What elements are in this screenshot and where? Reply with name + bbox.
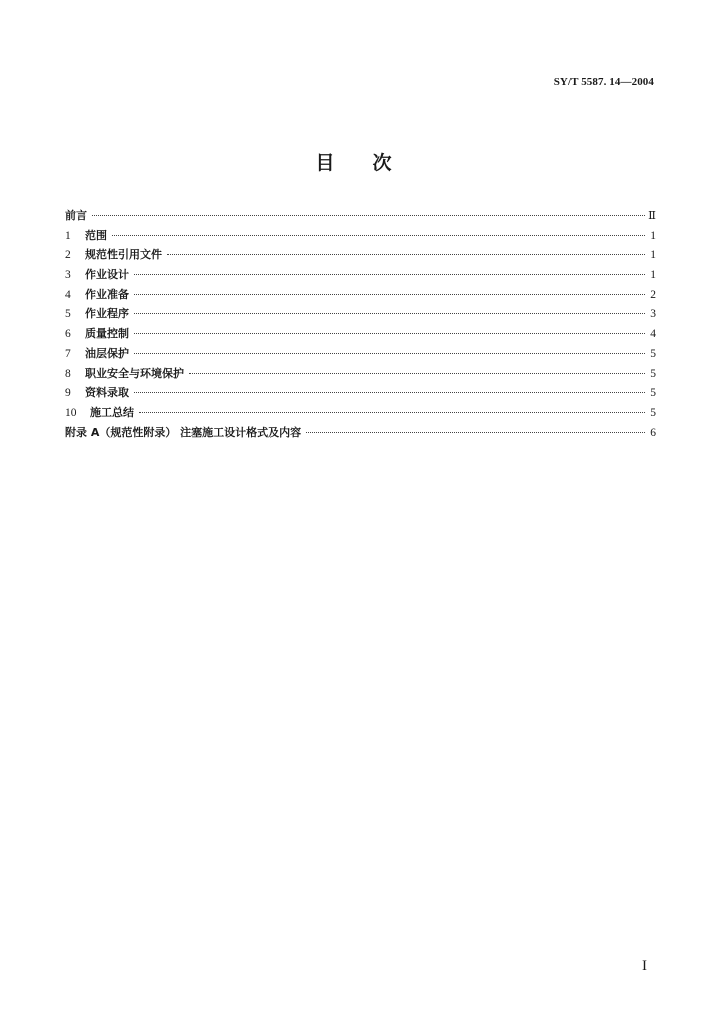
toc-entry-number: 4	[65, 288, 71, 301]
toc-entry-title: 作业程序	[85, 307, 129, 321]
toc-entry-title: 作业准备	[85, 287, 129, 301]
toc-entry-6[interactable]	[65, 324, 656, 344]
toc-entry-page: 3	[650, 308, 656, 321]
toc-entry-page: 5	[650, 387, 656, 400]
standard-code: SY/T 5587. 14—2004	[553, 76, 654, 88]
toc-entry-number: 10	[65, 406, 77, 419]
toc-entry-title: 前言	[65, 209, 87, 222]
page-title	[0, 148, 707, 175]
toc-entry-8[interactable]	[65, 364, 656, 384]
toc-entry-number: 5	[65, 308, 71, 321]
dot-leader	[139, 412, 645, 413]
dot-leader	[167, 254, 645, 255]
title-char-2: 次	[372, 152, 392, 174]
toc-entry-page: 1	[650, 229, 656, 242]
toc-entry-page: 2	[650, 288, 656, 301]
toc-entry-title: 资料录取	[85, 386, 129, 400]
dot-leader	[306, 432, 645, 433]
dot-leader	[134, 274, 645, 275]
toc-entry-number: 1	[65, 229, 71, 242]
toc-entry-title: 附录 A（规范性附录） 注塞施工设计格式及内容	[65, 425, 302, 439]
toc-entry-4[interactable]	[65, 285, 656, 305]
toc-entry-number: 6	[65, 328, 71, 341]
table-of-contents	[65, 206, 656, 442]
toc-entry-title: 规范性引用文件	[85, 248, 162, 262]
toc-entry-7[interactable]	[65, 344, 656, 364]
toc-entry-title: 质量控制	[85, 327, 129, 341]
toc-entry-page: 4	[650, 328, 656, 341]
toc-entry-foreword[interactable]	[65, 206, 656, 226]
dot-leader	[134, 392, 645, 393]
toc-entry-9[interactable]	[65, 383, 656, 403]
toc-entry-number: 3	[65, 269, 71, 282]
toc-entry-2[interactable]	[65, 245, 656, 265]
toc-entry-appendix-a[interactable]	[65, 423, 656, 443]
toc-entry-number: 7	[65, 347, 71, 360]
page-number: I	[642, 958, 647, 974]
toc-entry-page: 5	[650, 347, 656, 360]
toc-entry-title: 职业安全与环境保护	[85, 366, 184, 380]
toc-entry-page: 1	[650, 249, 656, 262]
dot-leader	[92, 215, 645, 216]
title-char-1: 目	[315, 152, 335, 174]
toc-entry-10[interactable]	[65, 403, 656, 423]
dot-leader	[134, 333, 645, 334]
toc-entry-title: 油层保护	[85, 346, 129, 360]
toc-entry-page: 5	[650, 367, 656, 380]
dot-leader	[134, 313, 645, 314]
dot-leader	[189, 373, 645, 374]
toc-entry-title: 范围	[85, 228, 107, 242]
toc-entry-number: 9	[65, 387, 71, 400]
toc-entry-3[interactable]	[65, 265, 656, 285]
toc-entry-5[interactable]	[65, 304, 656, 324]
dot-leader	[134, 353, 645, 354]
toc-entry-page: 1	[650, 269, 656, 282]
toc-entry-title: 施工总结	[90, 405, 134, 419]
dot-leader	[112, 235, 645, 236]
toc-entry-number: 8	[65, 367, 71, 380]
toc-entry-page: 5	[650, 406, 656, 419]
toc-entry-title: 作业设计	[85, 268, 129, 282]
toc-entry-page: 6	[650, 426, 656, 439]
toc-entry-number: 2	[65, 249, 71, 262]
toc-entry-page: Ⅱ	[648, 210, 656, 222]
dot-leader	[134, 294, 645, 295]
toc-entry-1[interactable]	[65, 226, 656, 246]
